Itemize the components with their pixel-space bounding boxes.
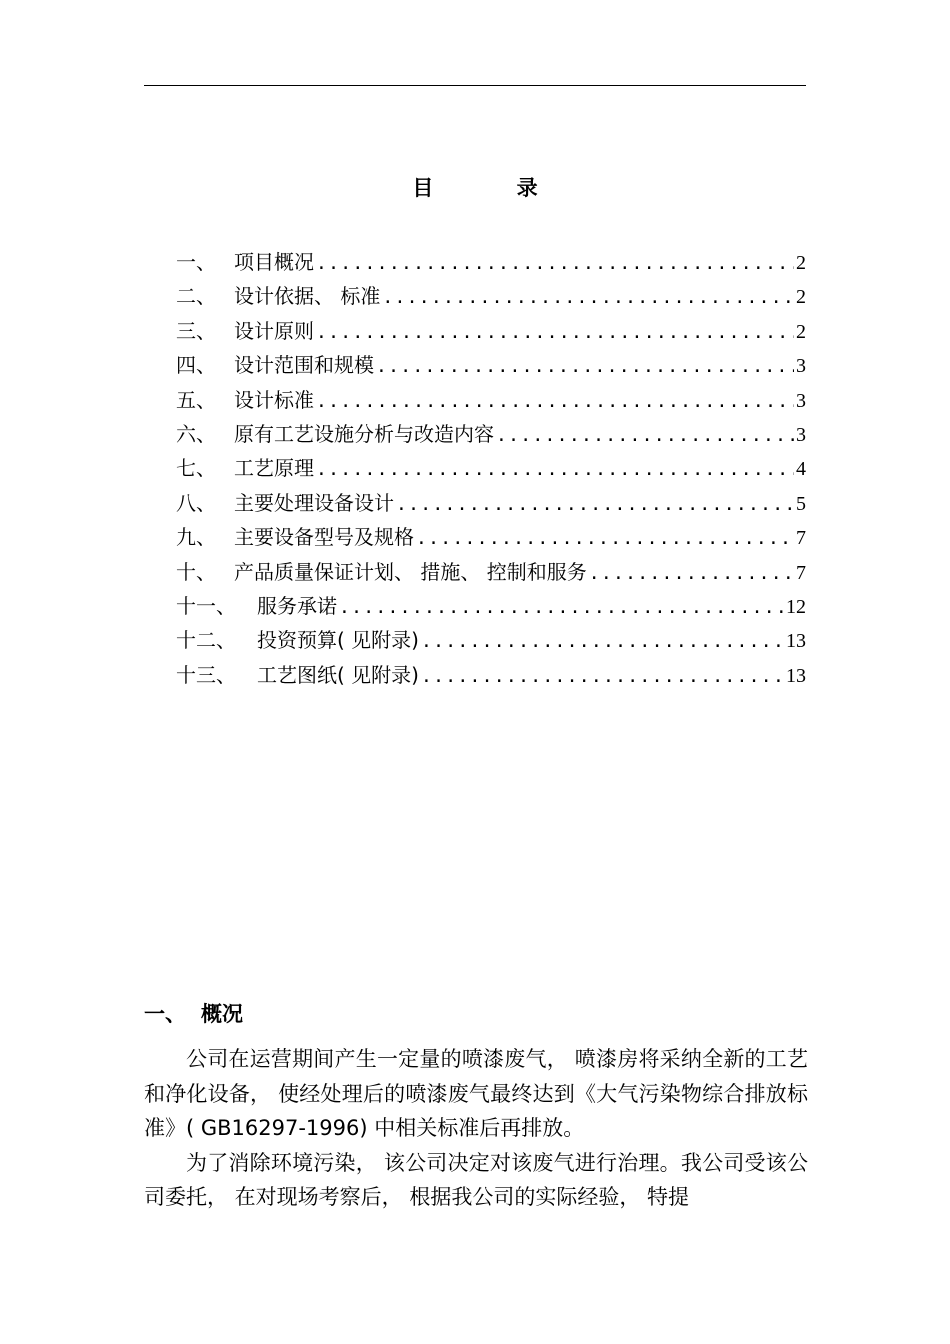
toc-entry-number: 九、 [176, 525, 216, 550]
toc-dot-leader [382, 282, 794, 314]
toc-entry-title: 工艺原理 [234, 456, 314, 481]
body-paragraph: 为了消除环境污染， 该公司决定对该废气进行治理。我公司受该公司委托， 在对现场考察后， 根据我公司的实际经验， 特提 [144, 1150, 808, 1210]
toc-entry-page: 13 [786, 630, 806, 653]
toc-entry[interactable] [176, 659, 806, 693]
toc-entry[interactable] [176, 315, 806, 349]
toc-entry-page: 7 [796, 561, 806, 584]
toc-entry[interactable] [176, 521, 806, 555]
header-rule [144, 85, 806, 86]
toc-entry-number: 三、 [176, 318, 216, 343]
toc-list [176, 246, 806, 693]
toc-entry-page: 7 [796, 527, 806, 550]
toc-entry-number: 十二、 [176, 628, 236, 653]
toc-entry-number: 六、 [176, 421, 216, 446]
toc-entry[interactable] [176, 624, 806, 658]
toc-entry-page: 13 [786, 664, 806, 687]
toc-entry-page: 4 [796, 458, 806, 481]
toc-dot-leader [339, 592, 784, 624]
toc-entry-title: 主要设备型号及规格 [234, 525, 414, 550]
toc-entry-page: 2 [796, 252, 806, 274]
section-body [144, 1042, 808, 1215]
toc-entry[interactable] [176, 349, 806, 383]
toc-entry-number: 一、 [176, 250, 216, 274]
toc-entry-title: 设计原则 [234, 318, 314, 343]
toc-entry-page: 5 [796, 492, 806, 515]
section-title: 概况 [201, 1002, 243, 1026]
toc-entry-page: 2 [796, 286, 806, 309]
toc-entry-page: 2 [796, 320, 806, 343]
toc-entry-number: 十、 [176, 559, 216, 584]
toc-entry-page: 12 [786, 595, 806, 618]
toc-dot-leader [316, 454, 794, 486]
toc-entry[interactable] [176, 418, 806, 452]
toc-entry-number: 八、 [176, 490, 216, 515]
toc-dot-leader [421, 626, 784, 658]
toc-entry-title: 投资预算( 见附录) [257, 628, 419, 653]
toc-entry[interactable] [176, 590, 806, 624]
toc-dot-leader [496, 420, 794, 452]
toc-entry-title: 工艺图纸( 见附录) [257, 662, 419, 687]
toc-dot-leader [421, 661, 784, 693]
toc-entry-number: 二、 [176, 284, 216, 309]
toc-dot-leader [316, 248, 794, 280]
toc-dot-leader [316, 317, 794, 349]
toc-entry-number: 十一、 [176, 593, 236, 618]
toc-dot-leader [589, 558, 794, 590]
toc-entry-title: 服务承诺 [257, 593, 337, 618]
toc-entry-number: 十三、 [176, 662, 236, 687]
toc-entry[interactable] [176, 487, 806, 521]
body-paragraph: 公司在运营期间产生一定量的喷漆废气， 喷漆房将采纳全新的工艺和净化设备， 使经处理后的喷漆废气最终达到《大气污染物综合排放标准》( GB16297-1996) 中相关标准后再排放。 [144, 1047, 808, 1141]
toc-title: 目 录 [412, 176, 576, 200]
toc-entry-number: 五、 [176, 387, 216, 412]
toc-dot-leader [376, 351, 794, 383]
section-number: 一、 [144, 1002, 186, 1026]
toc-entry-title: 设计依据、 标准 [234, 284, 381, 309]
toc-entry-title: 设计范围和规模 [234, 353, 374, 378]
toc-dot-leader [416, 523, 794, 555]
toc-entry-title: 设计标准 [234, 387, 314, 412]
toc-entry-title: 主要处理设备设计 [234, 490, 394, 515]
toc-dot-leader [396, 489, 794, 521]
section-heading [144, 998, 243, 1030]
toc-entry[interactable] [176, 384, 806, 418]
toc-entry-page: 3 [796, 355, 806, 378]
toc-dot-leader [316, 386, 794, 418]
toc-entry-title: 项目概况 [234, 250, 314, 274]
toc-entry-page: 3 [796, 423, 806, 446]
toc-entry-title: 产品质量保证计划、 措施、 控制和服务 [234, 559, 587, 584]
toc-entry[interactable] [176, 556, 806, 590]
toc-entry-number: 七、 [176, 456, 216, 481]
toc-entry[interactable] [176, 280, 806, 314]
toc-entry-title: 原有工艺设施分析与改造内容 [234, 421, 494, 446]
toc-entry[interactable] [176, 452, 806, 486]
toc-entry-page: 3 [796, 389, 806, 412]
toc-entry-number: 四、 [176, 353, 216, 378]
toc-entry[interactable] [176, 246, 806, 280]
